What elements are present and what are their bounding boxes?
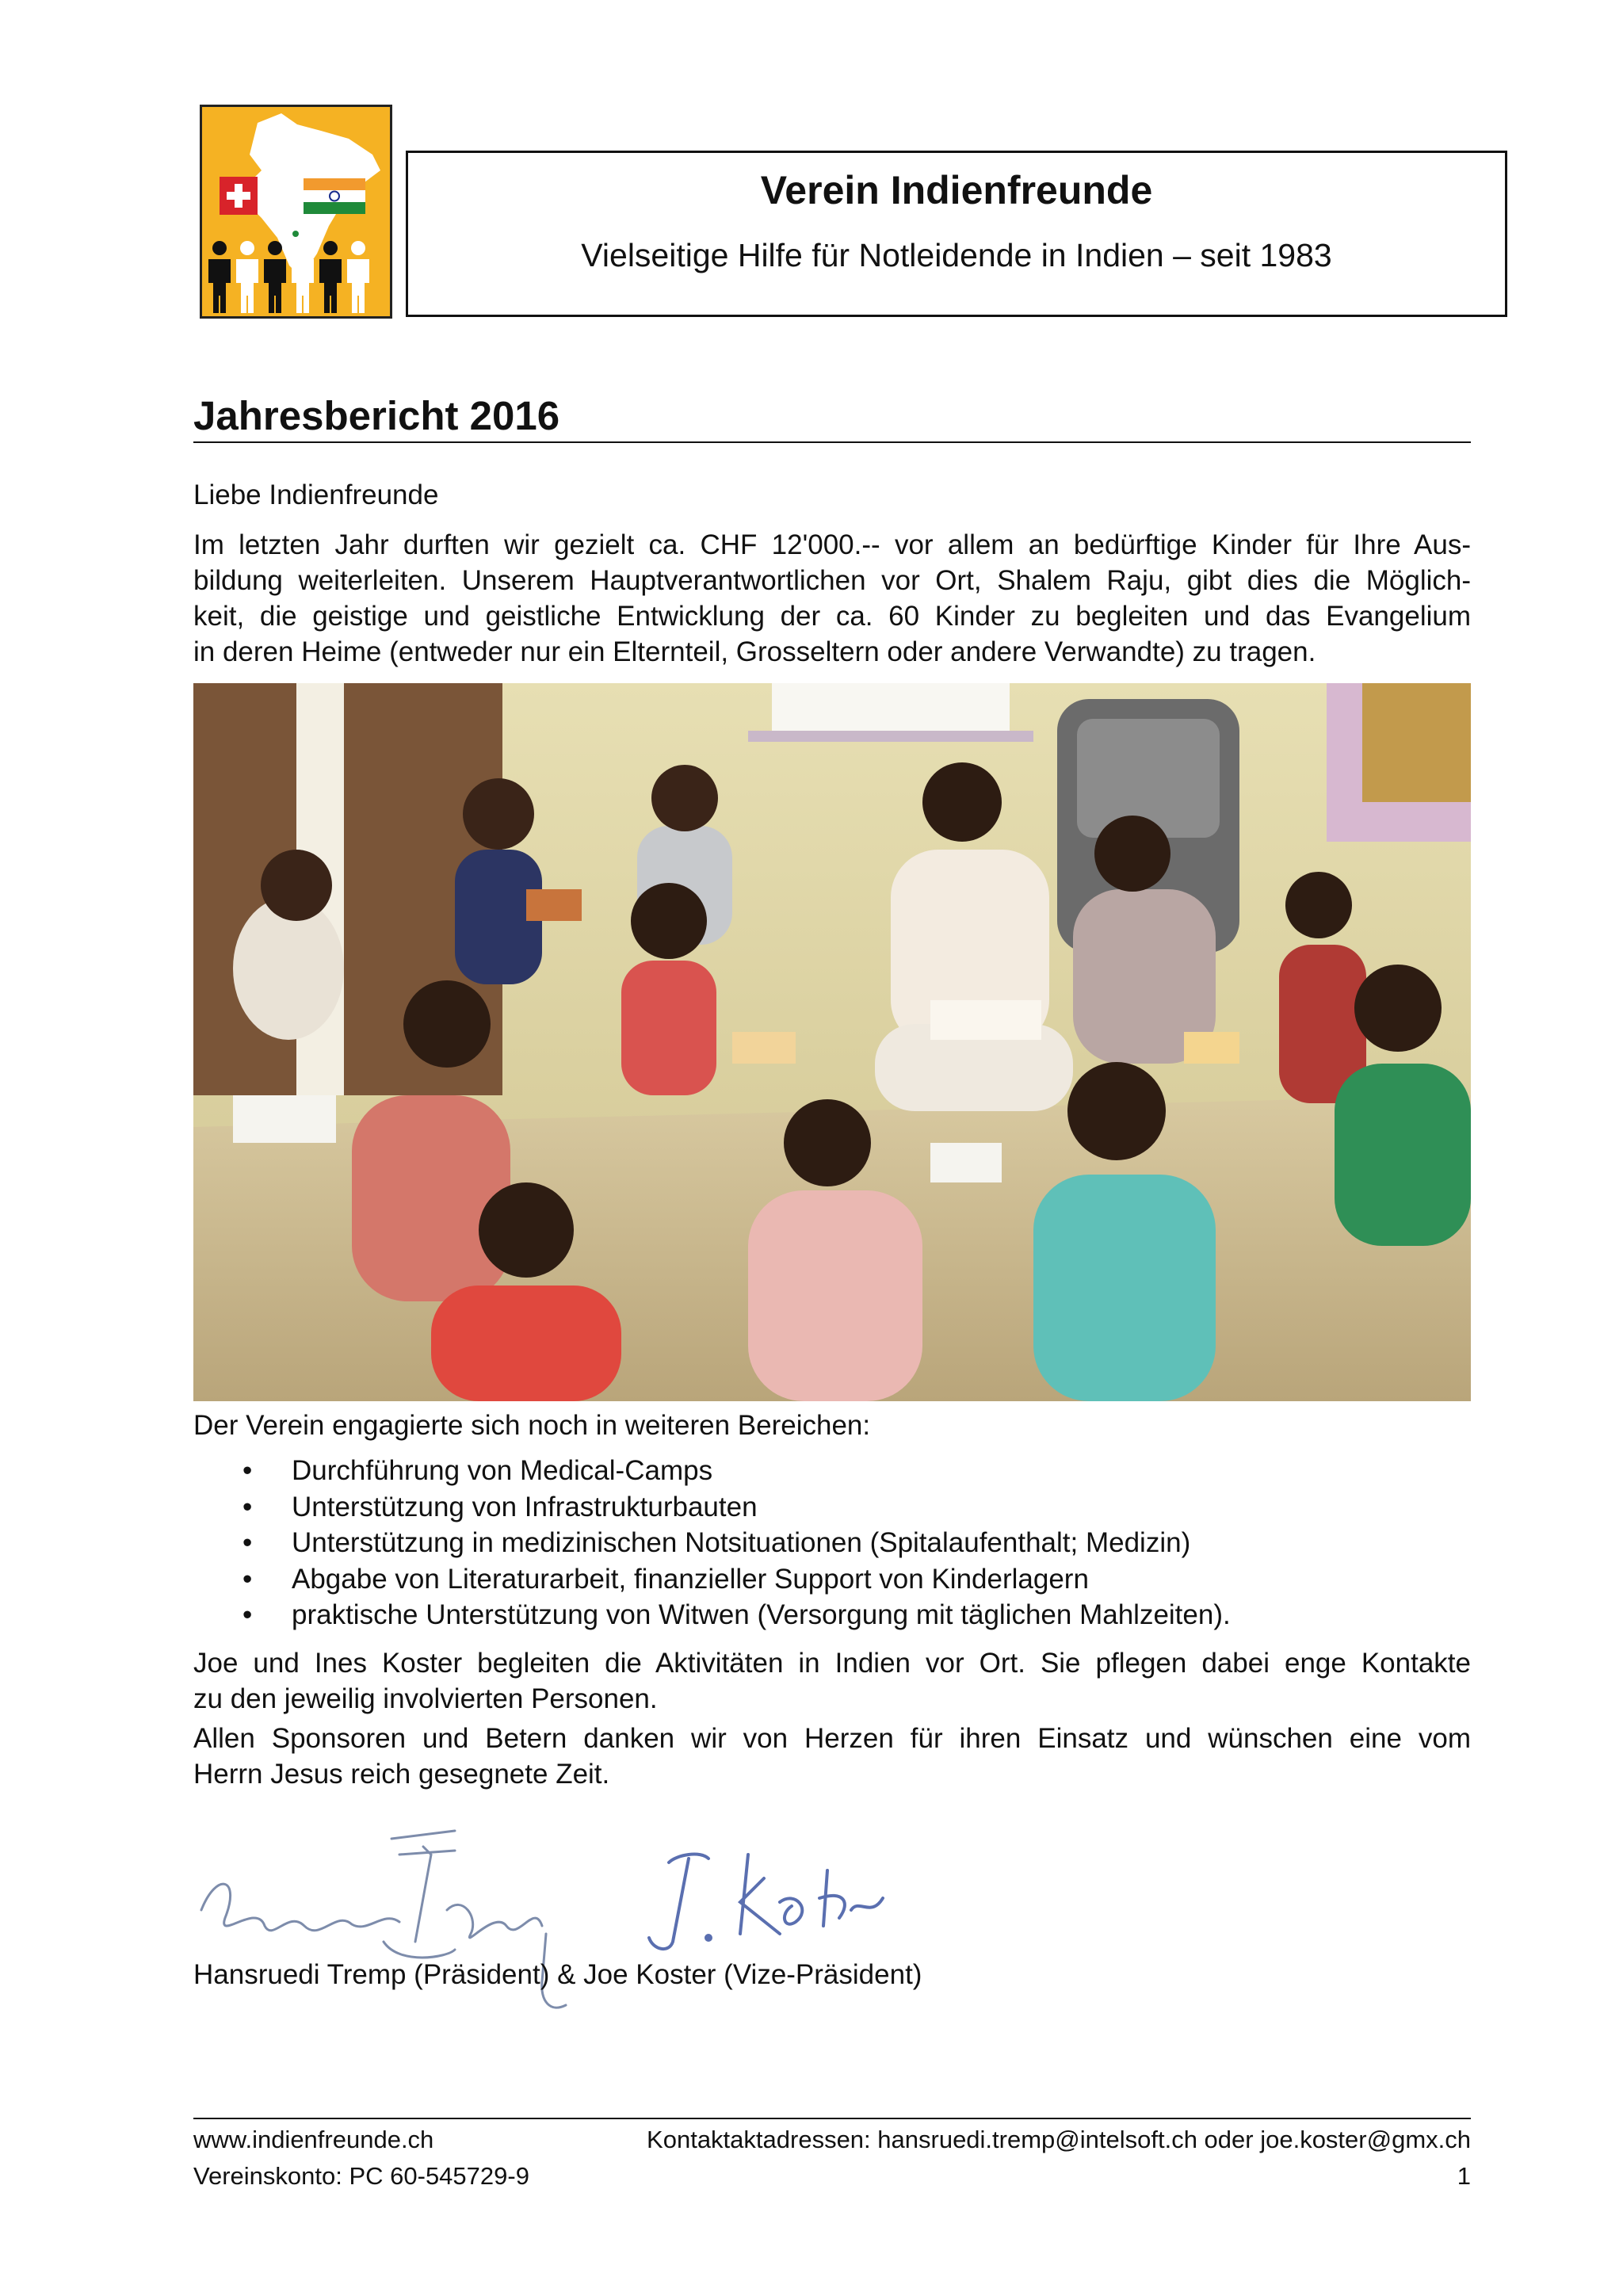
list-item: • Unterstützung in medizinischen Notsituationen (Spitalaufenthalt; Medizin) <box>193 1525 1471 1561</box>
signers-names: Hansruedi Tremp (Präsident) & Joe Koster (Vize-Präsident) <box>193 1959 922 1990</box>
intro-paragraph <box>193 527 1471 670</box>
website-link[interactable]: www.indienfreunde.ch <box>193 2126 434 2153</box>
page-number: 1 <box>1457 2162 1471 2190</box>
thanks-line: Herrn Jesus reich gesegnete Zeit. <box>193 1759 610 1790</box>
contact-addresses[interactable]: Kontaktaktadressen: hansruedi.tremp@intelsoft.ch oder joe.koster@gmx.ch <box>647 2126 1471 2153</box>
areas-list <box>193 1453 1471 1633</box>
intro-line: Im letzten Jahr durften wir gezielt ca. CHF 12'000.-- vor allem an bedürftige Kinder für Ihre Aus- <box>193 529 1471 560</box>
footer-divider <box>193 2118 1471 2119</box>
handwritten-signatures <box>193 1823 907 2029</box>
list-item: • praktische Unterstützung von Witwen (Versorgung mit täglichen Mahlzeiten). <box>193 1597 1471 1633</box>
intro-line: bildung weiterleiten. Unserem Hauptverantwortlichen vor Ort, Shalem Raju, gibt dies die Möglich- <box>193 565 1471 596</box>
group-photo <box>193 683 1471 1401</box>
header-box <box>406 151 1507 317</box>
list-item: • Unterstützung von Infrastrukturbauten <box>193 1489 1471 1526</box>
intro-line: keit, die geistige und geistliche Entwicklung der ca. 60 Kinder zu begleiten und das Evangelium <box>193 601 1471 632</box>
list-item: • Durchführung von Medical-Camps <box>193 1453 1471 1489</box>
koster-paragraph <box>193 1645 1471 1717</box>
koster-line: Joe und Ines Koster begleiten die Aktivitäten in Indien vor Ort. Sie pflegen dabei enge Kontakte <box>193 1648 1471 1679</box>
greeting: Liebe Indienfreunde <box>193 479 439 510</box>
title-divider <box>193 441 1471 443</box>
organization-logo <box>200 105 392 319</box>
organization-name: Verein Indienfreunde <box>760 168 1153 212</box>
intro-line: in deren Heime (entweder nur ein Elternteil, Grosseltern oder andere Verwandte) zu tragen. <box>193 636 1316 667</box>
page-title: Jahresbericht 2016 <box>193 393 560 438</box>
areas-intro: Der Verein engagierte sich noch in weiteren Bereichen: <box>193 1410 871 1441</box>
thanks-line: Allen Sponsoren und Betern danken wir von Herzen für ihren Einsatz und wünschen eine vom <box>193 1723 1471 1754</box>
photo-children-reading <box>193 683 1471 1401</box>
thanks-paragraph <box>193 1721 1471 1792</box>
bank-account: Vereinskonto: PC 60-545729-9 <box>193 2162 529 2190</box>
signatures <box>193 1823 907 2029</box>
list-item: • Abgabe von Literaturarbeit, finanzieller Support von Kinderlagern <box>193 1561 1471 1598</box>
logo-graphic <box>202 107 390 316</box>
koster-line: zu den jeweilig involvierten Personen. <box>193 1683 658 1714</box>
organization-tagline: Vielseitige Hilfe für Notleidende in Indien – seit 1983 <box>581 237 1332 273</box>
